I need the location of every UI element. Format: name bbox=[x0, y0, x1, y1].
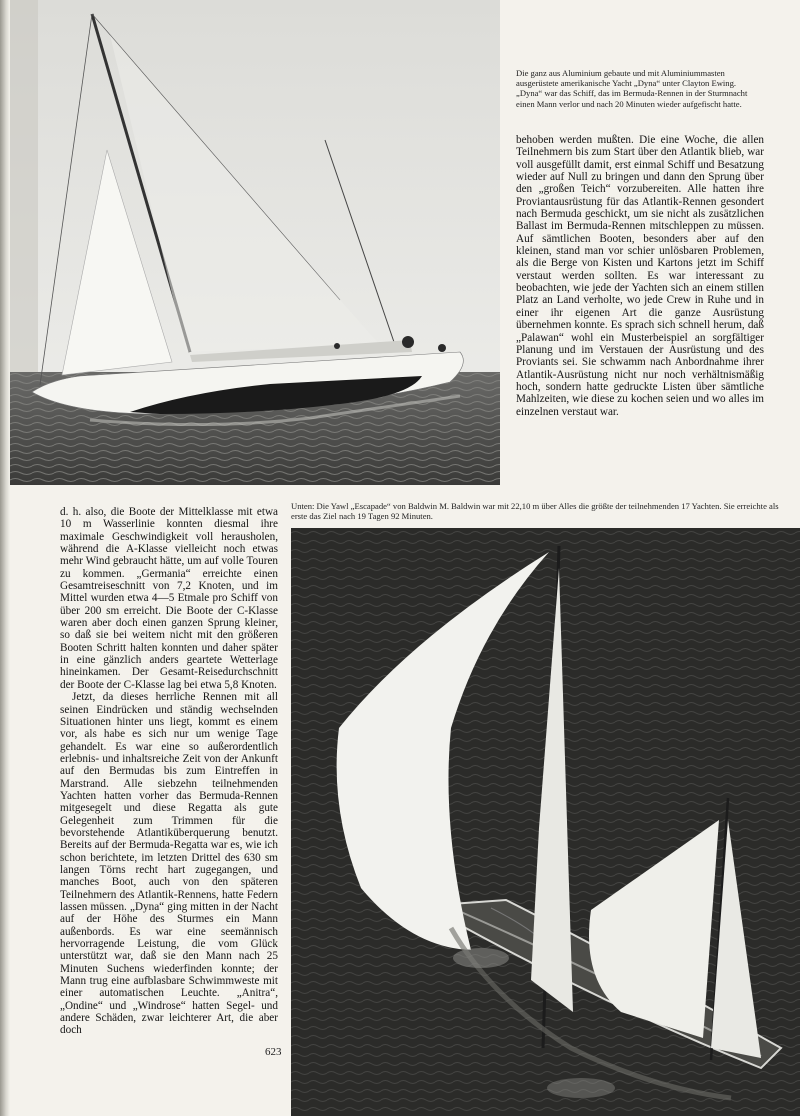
caption-bottom-photo: Unten: Die Yawl „Escapade“ von Baldwin M. Baldwin war mit 22,10 m über Alles die größte der teilnehmenden 17 Yachten. Sie erreichte als erste das Ziel nach 19 Tagen 92 Minuten. bbox=[291, 501, 779, 522]
photo-yacht-dyna bbox=[10, 0, 500, 485]
page-edge-shadow bbox=[0, 0, 10, 1116]
page-number: 623 bbox=[265, 1046, 282, 1058]
article-column-right bbox=[516, 134, 764, 418]
article-paragraph: d. h. also, die Boote der Mittelklasse mit etwa 10 m Wasserlinie konnten diesmal ihre maximale Geschwindigkeit voll herausholen, während die A-Klasse vielleicht noch etwas mehr Wind gebraucht hätte, um auf volle Touren zu kommen. „Germania“ erreichte einen Gesamtreiseschnitt von 7,2 Knoten, und im Mittel wurden etwa 4—5 Etmale pro Schiff von über 200 sm erreicht. Die Boote der C-Klasse waren aber doch einen ganzen Sprung kleiner, so daß sie bei weitem nicht mit den größeren Booten Schritt halten konnten und daher später in eine gänzlich anders geartete Wetterlage hineinkamen. Der Gesamt-Reisedurchschnitt der Boote der C-Klasse lag bei etwa 5,8 Knoten. bbox=[60, 506, 278, 691]
article-paragraph: Jetzt, da dieses herrliche Rennen mit all seinen Eindrücken und ständig wechselnden Situationen hinter uns liegt, kommt es einem vor, als habe es sich nur um wenige Tage gehandelt. Es war eine so außerordentlich erlebnis- und inhaltsreiche Zeit von der Ankunft auf den Bermudas bis zum Eintreffen in Marstrand. Alle siebzehn teilnehmenden Yachten hatten vorher das Bermuda-Rennen mitgesegelt und diese Regatta als gute Gelegenheit zum Trimmen für die bevorstehende Atlantiküberquerung benutzt. Bereits auf der Bermuda-Regatta war es, wie ich schon berichtete, im letzten Drittel des 630 sm langen Törns recht hart zugegangen, und manches Boot, auch von den späteren Teilnehmern des Atlantik-Rennens, hatte Federn lassen müssen. „Dyna“ ging mitten in der Nacht auf der Höhe des Sturmes ein Mann außenbords. Es war eine seemännisch hervorragende Leistung, die vom Glück unterstützt war, daß sie den Mann nach 25 Minuten Suchens wiederfinden konnte; der Mann trug eine aufblasbare Schwimmweste mit einer automatischen Leuchte. „Anitra“, „Ondine“ und „Windrose“ hatten Segel- und andere Schäden, zwar leichterer Art, die aber doch bbox=[60, 691, 278, 1037]
caption-top-photo: Die ganz aus Aluminium gebaute und mit Aluminiummasten ausgerüstete amerikanische Yacht „Dyna“ unter Clayton Ewing. „Dyna“ war das Schiff, das im Bermuda-Rennen in der Sturmnacht einen Mann verlor und nach 20 Minuten wieder aufgefischt hatte. bbox=[516, 68, 748, 109]
photo-yawl-escapade bbox=[291, 528, 800, 1116]
article-column-left bbox=[60, 506, 278, 1037]
article-paragraph: behoben werden mußten. Die eine Woche, die allen Teilnehmern bis zum Start über den Atlantik blieb, war voll ausgefüllt damit, erst einmal Schiff und Besatzung wieder auf Null zu bringen und dann den Sprung über den „großen Teich“ vorzubereiten. Alle hatten ihre Proviantausrüstung für das Atlantik-Rennen gesondert nach Bermuda geschickt, um sie nicht als zusätzlichen Ballast im Bermuda-Rennen mitschleppen zu müssen. Auf sämtlichen Booten, besonders aber auf den kleinen, stand man vor schier unlösbaren Problemen, als die Berge von Kisten und Kartons jetzt im Schiff verstaut werden sollten. Es war interessant zu beobachten, wie jede der Yachten sich an einem stillen Platz an Land verholte, wo jede Crew in Ruhe und in einer ihr eigenen Art die ganze Ausrüstung übernehmen konnte. Es sprach sich schnell herum, daß „Palawan“ wohl ein Musterbeispiel an sorgfältiger Planung und im Verstauen der Ausrüstung und des Proviants sei. Sie schwamm nach Anbordnahme ihrer Atlantik-Ausrüstung nicht nur noch verhältnismäßig hoch, sondern hatte gedruckte Listen über sämtliche Mahlzeiten, wie diese zu kochen seien und wo alles im einzelnen verstaut war. bbox=[516, 134, 764, 418]
